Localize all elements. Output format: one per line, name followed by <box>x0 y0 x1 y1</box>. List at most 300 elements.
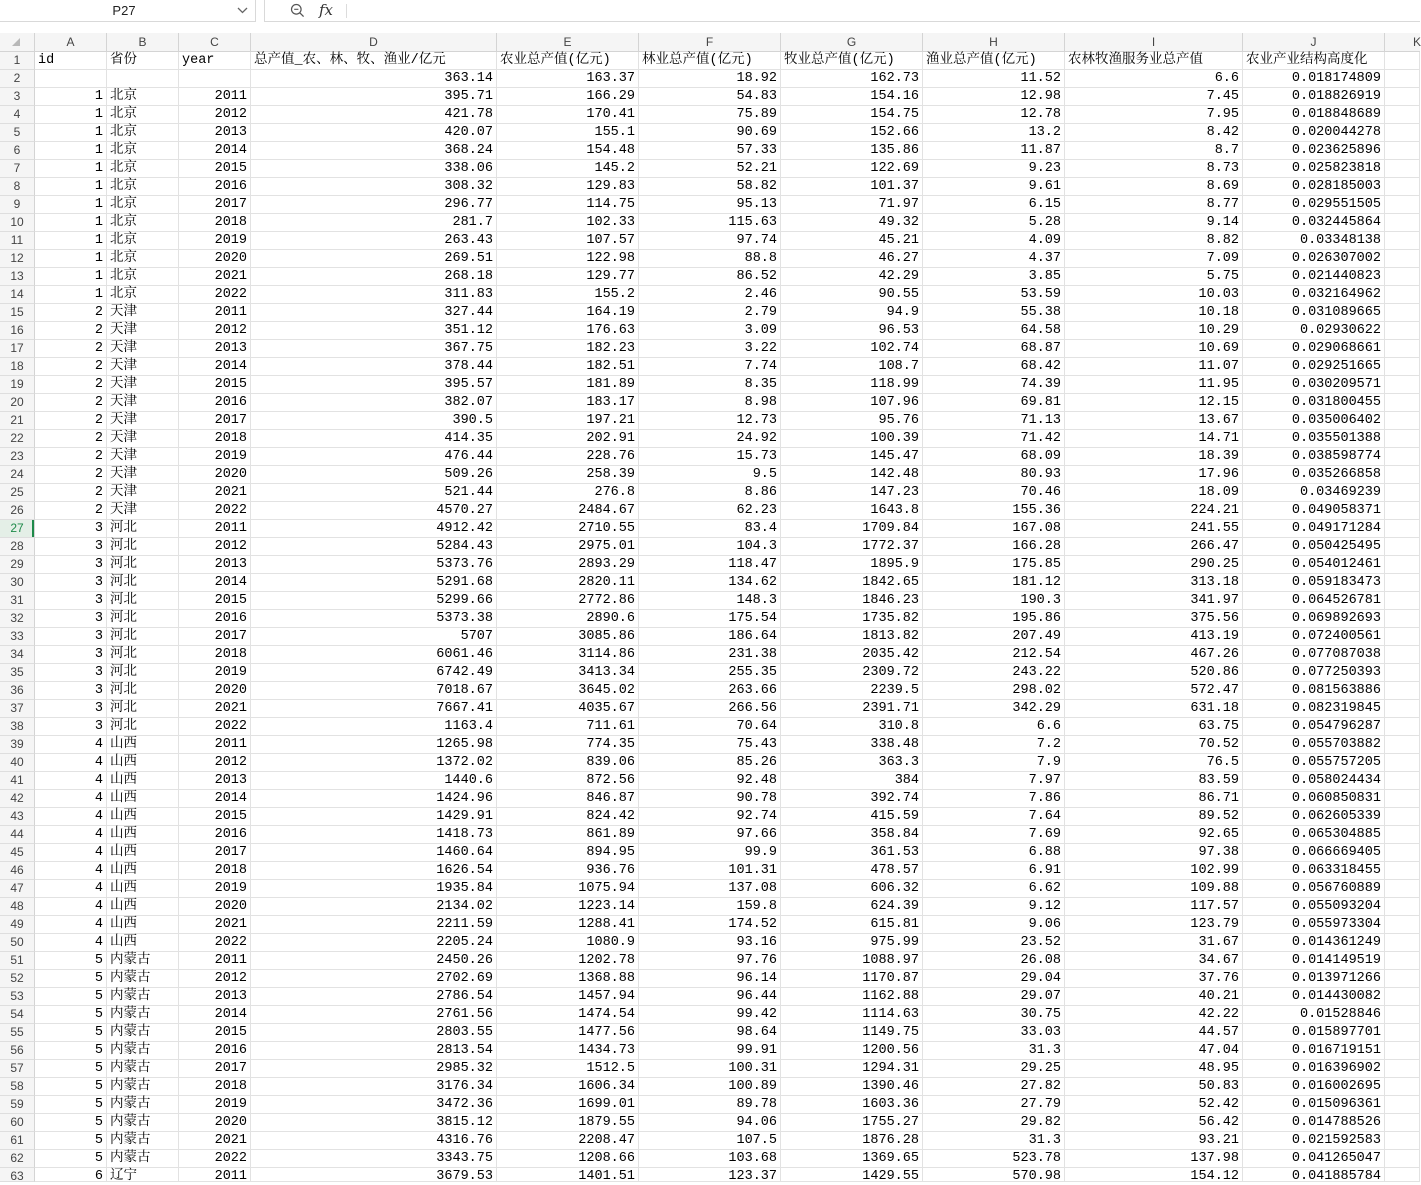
cell-K21[interactable] <box>1385 412 1420 430</box>
cell-G45[interactable]: 361.53 <box>781 844 923 862</box>
cell-K63[interactable] <box>1385 1168 1420 1182</box>
cell-H44[interactable]: 7.69 <box>923 826 1065 844</box>
cell-J13[interactable]: 0.021440823 <box>1243 268 1385 286</box>
cell-K52[interactable] <box>1385 970 1420 988</box>
cell-A43[interactable]: 4 <box>35 808 107 826</box>
column-header-I[interactable]: I <box>1065 33 1243 52</box>
column-header-E[interactable]: E <box>497 33 639 52</box>
cell-D37[interactable]: 7667.41 <box>251 700 497 718</box>
cell-E10[interactable]: 102.33 <box>497 214 639 232</box>
cell-E17[interactable]: 182.23 <box>497 340 639 358</box>
cell-A26[interactable]: 2 <box>35 502 107 520</box>
cell-A45[interactable]: 4 <box>35 844 107 862</box>
cell-H37[interactable]: 342.29 <box>923 700 1065 718</box>
row-header-28[interactable]: 28 <box>0 538 35 556</box>
cell-F34[interactable]: 231.38 <box>639 646 781 664</box>
cell-I23[interactable]: 18.39 <box>1065 448 1243 466</box>
cell-J21[interactable]: 0.035006402 <box>1243 412 1385 430</box>
cell-K23[interactable] <box>1385 448 1420 466</box>
cell-F8[interactable]: 58.82 <box>639 178 781 196</box>
column-header-C[interactable]: C <box>179 33 251 52</box>
cell-C30[interactable]: 2014 <box>179 574 251 592</box>
cell-G48[interactable]: 624.39 <box>781 898 923 916</box>
row-header-52[interactable]: 52 <box>0 970 35 988</box>
cell-C27[interactable]: 2011 <box>179 520 251 538</box>
row-header-53[interactable]: 53 <box>0 988 35 1006</box>
insert-function-button[interactable]: fx <box>319 1 334 19</box>
cell-G36[interactable]: 2239.5 <box>781 682 923 700</box>
cell-D35[interactable]: 6742.49 <box>251 664 497 682</box>
cell-H42[interactable]: 7.86 <box>923 790 1065 808</box>
cell-B38[interactable]: 河北 <box>107 718 179 736</box>
row-header-60[interactable]: 60 <box>0 1114 35 1132</box>
cell-J49[interactable]: 0.055973304 <box>1243 916 1385 934</box>
cell-H18[interactable]: 68.42 <box>923 358 1065 376</box>
cell-D50[interactable]: 2205.24 <box>251 934 497 952</box>
cell-G50[interactable]: 975.99 <box>781 934 923 952</box>
cell-E2[interactable]: 163.37 <box>497 70 639 88</box>
cell-A60[interactable]: 5 <box>35 1114 107 1132</box>
row-header-21[interactable]: 21 <box>0 412 35 430</box>
cell-F11[interactable]: 97.74 <box>639 232 781 250</box>
cell-E47[interactable]: 1075.94 <box>497 880 639 898</box>
cell-F52[interactable]: 96.14 <box>639 970 781 988</box>
cell-K10[interactable] <box>1385 214 1420 232</box>
cell-H38[interactable]: 6.6 <box>923 718 1065 736</box>
cell-C7[interactable]: 2015 <box>179 160 251 178</box>
cell-A63[interactable]: 6 <box>35 1168 107 1182</box>
cell-C9[interactable]: 2017 <box>179 196 251 214</box>
cell-K13[interactable] <box>1385 268 1420 286</box>
cell-E23[interactable]: 228.76 <box>497 448 639 466</box>
cell-A49[interactable]: 4 <box>35 916 107 934</box>
cell-A18[interactable]: 2 <box>35 358 107 376</box>
cell-G23[interactable]: 145.47 <box>781 448 923 466</box>
row-header-5[interactable]: 5 <box>0 124 35 142</box>
cell-I8[interactable]: 8.69 <box>1065 178 1243 196</box>
cell-G35[interactable]: 2309.72 <box>781 664 923 682</box>
cell-A38[interactable]: 3 <box>35 718 107 736</box>
cell-D7[interactable]: 338.06 <box>251 160 497 178</box>
cell-F3[interactable]: 54.83 <box>639 88 781 106</box>
cell-D43[interactable]: 1429.91 <box>251 808 497 826</box>
cell-I31[interactable]: 341.97 <box>1065 592 1243 610</box>
cell-D44[interactable]: 1418.73 <box>251 826 497 844</box>
cell-F24[interactable]: 9.5 <box>639 466 781 484</box>
cell-B39[interactable]: 山西 <box>107 736 179 754</box>
cell-D26[interactable]: 4570.27 <box>251 502 497 520</box>
cell-H17[interactable]: 68.87 <box>923 340 1065 358</box>
cell-B60[interactable]: 内蒙古 <box>107 1114 179 1132</box>
row-header-2[interactable]: 2 <box>0 70 35 88</box>
cell-K62[interactable] <box>1385 1150 1420 1168</box>
cell-I56[interactable]: 47.04 <box>1065 1042 1243 1060</box>
cell-J16[interactable]: 0.02930622 <box>1243 322 1385 340</box>
cell-F60[interactable]: 94.06 <box>639 1114 781 1132</box>
cell-J40[interactable]: 0.055757205 <box>1243 754 1385 772</box>
cell-C3[interactable]: 2011 <box>179 88 251 106</box>
cell-F27[interactable]: 83.4 <box>639 520 781 538</box>
row-header-14[interactable]: 14 <box>0 286 35 304</box>
cell-E39[interactable]: 774.35 <box>497 736 639 754</box>
cell-E18[interactable]: 182.51 <box>497 358 639 376</box>
row-header-47[interactable]: 47 <box>0 880 35 898</box>
cell-C35[interactable]: 2019 <box>179 664 251 682</box>
cell-C45[interactable]: 2017 <box>179 844 251 862</box>
cell-I19[interactable]: 11.95 <box>1065 376 1243 394</box>
cell-K58[interactable] <box>1385 1078 1420 1096</box>
cell-B31[interactable]: 河北 <box>107 592 179 610</box>
cell-F54[interactable]: 99.42 <box>639 1006 781 1024</box>
cell-C12[interactable]: 2020 <box>179 250 251 268</box>
cell-F22[interactable]: 24.92 <box>639 430 781 448</box>
cell-E38[interactable]: 711.61 <box>497 718 639 736</box>
cell-E26[interactable]: 2484.67 <box>497 502 639 520</box>
cell-K54[interactable] <box>1385 1006 1420 1024</box>
cell-J10[interactable]: 0.032445864 <box>1243 214 1385 232</box>
cell-K1[interactable] <box>1385 52 1420 70</box>
cell-E36[interactable]: 3645.02 <box>497 682 639 700</box>
cell-J61[interactable]: 0.021592583 <box>1243 1132 1385 1150</box>
cell-J20[interactable]: 0.031800455 <box>1243 394 1385 412</box>
row-header-26[interactable]: 26 <box>0 502 35 520</box>
row-header-56[interactable]: 56 <box>0 1042 35 1060</box>
cell-A14[interactable]: 1 <box>35 286 107 304</box>
cell-G39[interactable]: 338.48 <box>781 736 923 754</box>
cell-D23[interactable]: 476.44 <box>251 448 497 466</box>
cell-D15[interactable]: 327.44 <box>251 304 497 322</box>
cell-C23[interactable]: 2019 <box>179 448 251 466</box>
cell-J23[interactable]: 0.038598774 <box>1243 448 1385 466</box>
cell-J42[interactable]: 0.060850831 <box>1243 790 1385 808</box>
cell-C20[interactable]: 2016 <box>179 394 251 412</box>
cell-K18[interactable] <box>1385 358 1420 376</box>
cell-J5[interactable]: 0.020044278 <box>1243 124 1385 142</box>
cell-I1[interactable]: 农林牧渔服务业总产值 <box>1065 52 1243 70</box>
cell-H50[interactable]: 23.52 <box>923 934 1065 952</box>
cell-F28[interactable]: 104.3 <box>639 538 781 556</box>
cell-H5[interactable]: 13.2 <box>923 124 1065 142</box>
cell-E56[interactable]: 1434.73 <box>497 1042 639 1060</box>
cell-A50[interactable]: 4 <box>35 934 107 952</box>
cell-G5[interactable]: 152.66 <box>781 124 923 142</box>
cell-C33[interactable]: 2017 <box>179 628 251 646</box>
cell-H58[interactable]: 27.82 <box>923 1078 1065 1096</box>
cell-K26[interactable] <box>1385 502 1420 520</box>
cell-I6[interactable]: 8.7 <box>1065 142 1243 160</box>
cell-B34[interactable]: 河北 <box>107 646 179 664</box>
cell-E29[interactable]: 2893.29 <box>497 556 639 574</box>
cell-D19[interactable]: 395.57 <box>251 376 497 394</box>
cell-D42[interactable]: 1424.96 <box>251 790 497 808</box>
cell-G58[interactable]: 1390.46 <box>781 1078 923 1096</box>
cell-I9[interactable]: 8.77 <box>1065 196 1243 214</box>
cell-I50[interactable]: 31.67 <box>1065 934 1243 952</box>
row-header-51[interactable]: 51 <box>0 952 35 970</box>
cell-K45[interactable] <box>1385 844 1420 862</box>
cell-K34[interactable] <box>1385 646 1420 664</box>
cell-B41[interactable]: 山西 <box>107 772 179 790</box>
cell-J43[interactable]: 0.062605339 <box>1243 808 1385 826</box>
cell-A5[interactable]: 1 <box>35 124 107 142</box>
cell-A46[interactable]: 4 <box>35 862 107 880</box>
cell-F19[interactable]: 8.35 <box>639 376 781 394</box>
cell-B33[interactable]: 河北 <box>107 628 179 646</box>
cell-I48[interactable]: 117.57 <box>1065 898 1243 916</box>
cell-H11[interactable]: 4.09 <box>923 232 1065 250</box>
cell-E45[interactable]: 894.95 <box>497 844 639 862</box>
cell-E35[interactable]: 3413.34 <box>497 664 639 682</box>
cell-D31[interactable]: 5299.66 <box>251 592 497 610</box>
cell-C40[interactable]: 2012 <box>179 754 251 772</box>
cell-I59[interactable]: 52.42 <box>1065 1096 1243 1114</box>
cell-D17[interactable]: 367.75 <box>251 340 497 358</box>
cell-K9[interactable] <box>1385 196 1420 214</box>
cell-G52[interactable]: 1170.87 <box>781 970 923 988</box>
row-header-8[interactable]: 8 <box>0 178 35 196</box>
cell-A33[interactable]: 3 <box>35 628 107 646</box>
cell-D24[interactable]: 509.26 <box>251 466 497 484</box>
cell-F46[interactable]: 101.31 <box>639 862 781 880</box>
cell-I12[interactable]: 7.09 <box>1065 250 1243 268</box>
cell-A39[interactable]: 4 <box>35 736 107 754</box>
cell-G13[interactable]: 42.29 <box>781 268 923 286</box>
cell-I47[interactable]: 109.88 <box>1065 880 1243 898</box>
cell-I33[interactable]: 413.19 <box>1065 628 1243 646</box>
row-header-45[interactable]: 45 <box>0 844 35 862</box>
cell-G1[interactable]: 牧业总产值(亿元) <box>781 52 923 70</box>
cell-C10[interactable]: 2018 <box>179 214 251 232</box>
row-header-58[interactable]: 58 <box>0 1078 35 1096</box>
cell-E41[interactable]: 872.56 <box>497 772 639 790</box>
cell-F40[interactable]: 85.26 <box>639 754 781 772</box>
cell-K50[interactable] <box>1385 934 1420 952</box>
cell-H48[interactable]: 9.12 <box>923 898 1065 916</box>
cell-G9[interactable]: 71.97 <box>781 196 923 214</box>
cell-J34[interactable]: 0.077087038 <box>1243 646 1385 664</box>
cell-I18[interactable]: 11.07 <box>1065 358 1243 376</box>
cell-F32[interactable]: 175.54 <box>639 610 781 628</box>
cell-F18[interactable]: 7.74 <box>639 358 781 376</box>
cell-F4[interactable]: 75.89 <box>639 106 781 124</box>
cell-H52[interactable]: 29.04 <box>923 970 1065 988</box>
cell-H57[interactable]: 29.25 <box>923 1060 1065 1078</box>
cell-A59[interactable]: 5 <box>35 1096 107 1114</box>
column-header-F[interactable]: F <box>639 33 781 52</box>
cell-B23[interactable]: 天津 <box>107 448 179 466</box>
cell-J4[interactable]: 0.018848689 <box>1243 106 1385 124</box>
cell-G4[interactable]: 154.75 <box>781 106 923 124</box>
cell-D48[interactable]: 2134.02 <box>251 898 497 916</box>
cell-C48[interactable]: 2020 <box>179 898 251 916</box>
cell-J51[interactable]: 0.014149519 <box>1243 952 1385 970</box>
cell-A44[interactable]: 4 <box>35 826 107 844</box>
cell-B10[interactable]: 北京 <box>107 214 179 232</box>
cell-G44[interactable]: 358.84 <box>781 826 923 844</box>
cell-J58[interactable]: 0.016002695 <box>1243 1078 1385 1096</box>
cell-E54[interactable]: 1474.54 <box>497 1006 639 1024</box>
cell-I7[interactable]: 8.73 <box>1065 160 1243 178</box>
cell-E7[interactable]: 145.2 <box>497 160 639 178</box>
cell-K61[interactable] <box>1385 1132 1420 1150</box>
cell-C15[interactable]: 2011 <box>179 304 251 322</box>
cell-A22[interactable]: 2 <box>35 430 107 448</box>
cell-H7[interactable]: 9.23 <box>923 160 1065 178</box>
cell-E34[interactable]: 3114.86 <box>497 646 639 664</box>
cell-E1[interactable]: 农业总产值(亿元) <box>497 52 639 70</box>
cell-B54[interactable]: 内蒙古 <box>107 1006 179 1024</box>
cell-F15[interactable]: 2.79 <box>639 304 781 322</box>
cell-C42[interactable]: 2014 <box>179 790 251 808</box>
cell-A8[interactable]: 1 <box>35 178 107 196</box>
cell-J22[interactable]: 0.035501388 <box>1243 430 1385 448</box>
cell-H33[interactable]: 207.49 <box>923 628 1065 646</box>
cell-D10[interactable]: 281.7 <box>251 214 497 232</box>
cell-A47[interactable]: 4 <box>35 880 107 898</box>
cell-B5[interactable]: 北京 <box>107 124 179 142</box>
cell-E25[interactable]: 276.8 <box>497 484 639 502</box>
cell-J26[interactable]: 0.049058371 <box>1243 502 1385 520</box>
cell-H61[interactable]: 31.3 <box>923 1132 1065 1150</box>
row-header-17[interactable]: 17 <box>0 340 35 358</box>
cell-A40[interactable]: 4 <box>35 754 107 772</box>
cell-I25[interactable]: 18.09 <box>1065 484 1243 502</box>
cell-B55[interactable]: 内蒙古 <box>107 1024 179 1042</box>
cell-C39[interactable]: 2011 <box>179 736 251 754</box>
row-header-50[interactable]: 50 <box>0 934 35 952</box>
cell-G43[interactable]: 415.59 <box>781 808 923 826</box>
cell-F29[interactable]: 118.47 <box>639 556 781 574</box>
cell-J35[interactable]: 0.077250393 <box>1243 664 1385 682</box>
cell-H53[interactable]: 29.07 <box>923 988 1065 1006</box>
cell-E13[interactable]: 129.77 <box>497 268 639 286</box>
cell-H56[interactable]: 31.3 <box>923 1042 1065 1060</box>
cell-I24[interactable]: 17.96 <box>1065 466 1243 484</box>
cell-C54[interactable]: 2014 <box>179 1006 251 1024</box>
cell-E63[interactable]: 1401.51 <box>497 1168 639 1182</box>
cell-F56[interactable]: 99.91 <box>639 1042 781 1060</box>
cell-I39[interactable]: 70.52 <box>1065 736 1243 754</box>
cell-C49[interactable]: 2021 <box>179 916 251 934</box>
cell-I45[interactable]: 97.38 <box>1065 844 1243 862</box>
cell-A41[interactable]: 4 <box>35 772 107 790</box>
cell-J12[interactable]: 0.026307002 <box>1243 250 1385 268</box>
cell-J41[interactable]: 0.058024434 <box>1243 772 1385 790</box>
cell-J39[interactable]: 0.055703882 <box>1243 736 1385 754</box>
cell-H32[interactable]: 195.86 <box>923 610 1065 628</box>
cell-B19[interactable]: 天津 <box>107 376 179 394</box>
cell-F45[interactable]: 99.9 <box>639 844 781 862</box>
cell-B37[interactable]: 河北 <box>107 700 179 718</box>
cell-C52[interactable]: 2012 <box>179 970 251 988</box>
cell-D5[interactable]: 420.07 <box>251 124 497 142</box>
cell-B48[interactable]: 山西 <box>107 898 179 916</box>
cell-B51[interactable]: 内蒙古 <box>107 952 179 970</box>
cell-D20[interactable]: 382.07 <box>251 394 497 412</box>
cell-F47[interactable]: 137.08 <box>639 880 781 898</box>
cell-H16[interactable]: 64.58 <box>923 322 1065 340</box>
cell-C58[interactable]: 2018 <box>179 1078 251 1096</box>
cell-B11[interactable]: 北京 <box>107 232 179 250</box>
cell-C34[interactable]: 2018 <box>179 646 251 664</box>
cell-B56[interactable]: 内蒙古 <box>107 1042 179 1060</box>
cell-I61[interactable]: 93.21 <box>1065 1132 1243 1150</box>
cell-H45[interactable]: 6.88 <box>923 844 1065 862</box>
cell-D59[interactable]: 3472.36 <box>251 1096 497 1114</box>
cell-H54[interactable]: 30.75 <box>923 1006 1065 1024</box>
row-header-42[interactable]: 42 <box>0 790 35 808</box>
cell-I21[interactable]: 13.67 <box>1065 412 1243 430</box>
cell-G62[interactable]: 1369.65 <box>781 1150 923 1168</box>
cell-G21[interactable]: 95.76 <box>781 412 923 430</box>
cell-C26[interactable]: 2022 <box>179 502 251 520</box>
cell-H63[interactable]: 570.98 <box>923 1168 1065 1182</box>
cell-H4[interactable]: 12.78 <box>923 106 1065 124</box>
cell-D38[interactable]: 1163.4 <box>251 718 497 736</box>
cell-G34[interactable]: 2035.42 <box>781 646 923 664</box>
cell-K5[interactable] <box>1385 124 1420 142</box>
cell-B45[interactable]: 山西 <box>107 844 179 862</box>
cell-F55[interactable]: 98.64 <box>639 1024 781 1042</box>
cell-G7[interactable]: 122.69 <box>781 160 923 178</box>
cell-K59[interactable] <box>1385 1096 1420 1114</box>
cell-K28[interactable] <box>1385 538 1420 556</box>
cell-H27[interactable]: 167.08 <box>923 520 1065 538</box>
cell-G38[interactable]: 310.8 <box>781 718 923 736</box>
cell-C25[interactable]: 2021 <box>179 484 251 502</box>
cell-G63[interactable]: 1429.55 <box>781 1168 923 1182</box>
cell-C47[interactable]: 2019 <box>179 880 251 898</box>
cell-K24[interactable] <box>1385 466 1420 484</box>
cell-I62[interactable]: 137.98 <box>1065 1150 1243 1168</box>
cell-H21[interactable]: 71.13 <box>923 412 1065 430</box>
cell-K27[interactable] <box>1385 520 1420 538</box>
cell-F30[interactable]: 134.62 <box>639 574 781 592</box>
cell-B15[interactable]: 天津 <box>107 304 179 322</box>
cell-H3[interactable]: 12.98 <box>923 88 1065 106</box>
cell-B58[interactable]: 内蒙古 <box>107 1078 179 1096</box>
cell-I13[interactable]: 5.75 <box>1065 268 1243 286</box>
row-header-55[interactable]: 55 <box>0 1024 35 1042</box>
cell-J48[interactable]: 0.055093204 <box>1243 898 1385 916</box>
cell-C21[interactable]: 2017 <box>179 412 251 430</box>
cell-A30[interactable]: 3 <box>35 574 107 592</box>
cell-C1[interactable]: year <box>179 52 251 70</box>
cell-G14[interactable]: 90.55 <box>781 286 923 304</box>
cell-B62[interactable]: 内蒙古 <box>107 1150 179 1168</box>
cell-I20[interactable]: 12.15 <box>1065 394 1243 412</box>
row-header-46[interactable]: 46 <box>0 862 35 880</box>
cell-C50[interactable]: 2022 <box>179 934 251 952</box>
cell-E4[interactable]: 170.41 <box>497 106 639 124</box>
cell-C38[interactable]: 2022 <box>179 718 251 736</box>
cell-G51[interactable]: 1088.97 <box>781 952 923 970</box>
cell-G33[interactable]: 1813.82 <box>781 628 923 646</box>
cell-C18[interactable]: 2014 <box>179 358 251 376</box>
cell-D58[interactable]: 3176.34 <box>251 1078 497 1096</box>
cell-A37[interactable]: 3 <box>35 700 107 718</box>
cell-H47[interactable]: 6.62 <box>923 880 1065 898</box>
cell-F41[interactable]: 92.48 <box>639 772 781 790</box>
cell-A9[interactable]: 1 <box>35 196 107 214</box>
cell-B16[interactable]: 天津 <box>107 322 179 340</box>
cell-A3[interactable]: 1 <box>35 88 107 106</box>
cell-G28[interactable]: 1772.37 <box>781 538 923 556</box>
cell-A54[interactable]: 5 <box>35 1006 107 1024</box>
cell-K11[interactable] <box>1385 232 1420 250</box>
cell-H20[interactable]: 69.81 <box>923 394 1065 412</box>
cell-F23[interactable]: 15.73 <box>639 448 781 466</box>
